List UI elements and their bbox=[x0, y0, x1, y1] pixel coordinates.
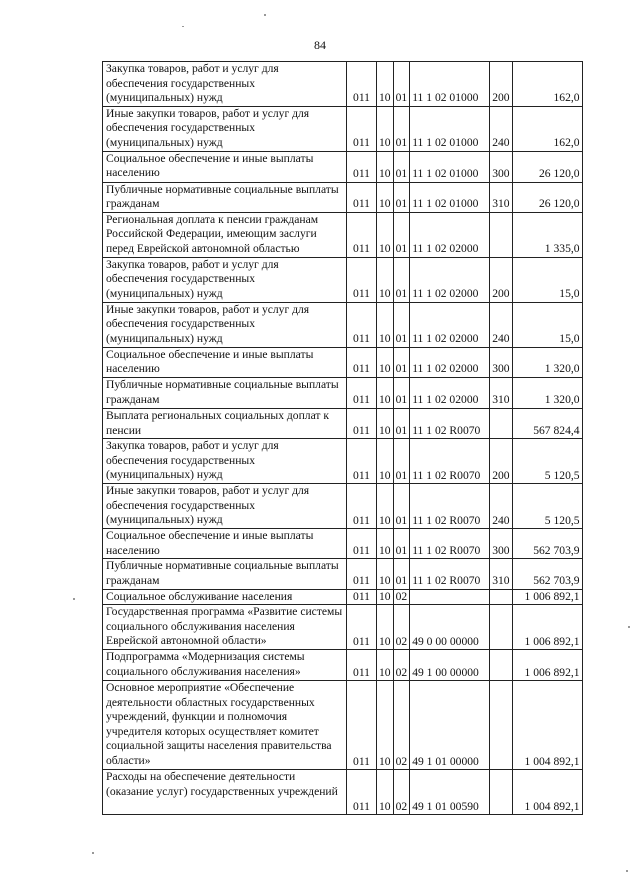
table-row bbox=[103, 257, 583, 302]
section-code: 10 bbox=[377, 439, 394, 484]
subsection-code: 01 bbox=[393, 182, 410, 212]
expense-type-code: 310 bbox=[490, 182, 512, 212]
amount: 26 120,0 bbox=[512, 151, 582, 182]
grbs-code: 011 bbox=[347, 770, 377, 815]
subsection-code: 02 bbox=[393, 681, 410, 770]
grbs-code: 011 bbox=[347, 559, 377, 589]
page-number: 84 bbox=[314, 38, 326, 52]
expense-type-code: 200 bbox=[490, 257, 512, 302]
row-name: Иные закупки товаров, работ и услуг для обеспечения государственных (муниципальных) нужд bbox=[103, 484, 347, 529]
grbs-code: 011 bbox=[347, 257, 377, 302]
table-row bbox=[103, 484, 583, 529]
target-article-code: 11 1 02 R0070 bbox=[410, 408, 490, 438]
subsection-code: 01 bbox=[393, 62, 410, 107]
row-name: Социальное обеспечение и иные выплаты населению bbox=[103, 529, 347, 559]
subsection-code: 01 bbox=[393, 529, 410, 559]
amount: 567 824,4 bbox=[512, 408, 582, 438]
expense-type-code bbox=[490, 605, 512, 650]
row-name: Социальное обслуживание населения bbox=[103, 589, 347, 605]
section-code: 10 bbox=[377, 770, 394, 815]
grbs-code: 011 bbox=[347, 529, 377, 559]
subsection-code: 01 bbox=[393, 257, 410, 302]
table-row bbox=[103, 559, 583, 589]
grbs-code: 011 bbox=[347, 212, 377, 257]
subsection-code: 01 bbox=[393, 212, 410, 257]
grbs-code: 011 bbox=[347, 439, 377, 484]
amount: 1 004 892,1 bbox=[512, 681, 582, 770]
grbs-code: 011 bbox=[347, 605, 377, 650]
row-name: Расходы на обеспечение деятельности (оказание услуг) государственных учреждений bbox=[103, 770, 347, 815]
subsection-code: 01 bbox=[393, 484, 410, 529]
target-article-code: 11 1 02 01000 bbox=[410, 182, 490, 212]
section-code: 10 bbox=[377, 484, 394, 529]
target-article-code: 11 1 02 R0070 bbox=[410, 439, 490, 484]
expense-type-code bbox=[490, 589, 512, 605]
expense-type-code: 240 bbox=[490, 106, 512, 151]
budget-table bbox=[102, 61, 583, 815]
scan-speck bbox=[264, 14, 266, 16]
subsection-code: 01 bbox=[393, 377, 410, 408]
target-article-code: 11 1 02 01000 bbox=[410, 62, 490, 107]
expense-type-code bbox=[490, 650, 512, 681]
amount: 15,0 bbox=[512, 257, 582, 302]
table-row bbox=[103, 377, 583, 408]
grbs-code: 011 bbox=[347, 302, 377, 347]
expense-type-code: 240 bbox=[490, 484, 512, 529]
grbs-code: 011 bbox=[347, 589, 377, 605]
grbs-code: 011 bbox=[347, 377, 377, 408]
section-code: 10 bbox=[377, 529, 394, 559]
row-name: Иные закупки товаров, работ и услуг для обеспечения государственных (муниципальных) нужд bbox=[103, 302, 347, 347]
amount: 1 006 892,1 bbox=[512, 589, 582, 605]
table-row bbox=[103, 605, 583, 650]
section-code: 10 bbox=[377, 408, 394, 438]
table-row bbox=[103, 589, 583, 605]
row-name: Публичные нормативные социальные выплаты гражданам bbox=[103, 377, 347, 408]
amount: 1 335,0 bbox=[512, 212, 582, 257]
target-article-code: 11 1 02 02000 bbox=[410, 257, 490, 302]
section-code: 10 bbox=[377, 106, 394, 151]
table-row bbox=[103, 151, 583, 182]
expense-type-code: 240 bbox=[490, 302, 512, 347]
amount: 5 120,5 bbox=[512, 439, 582, 484]
scan-speck bbox=[628, 626, 630, 628]
amount: 1 004 892,1 bbox=[512, 770, 582, 815]
row-name: Подпрограмма «Модернизация системы социального обслуживания населения» bbox=[103, 650, 347, 681]
subsection-code: 01 bbox=[393, 347, 410, 377]
table-row bbox=[103, 650, 583, 681]
expense-type-code bbox=[490, 408, 512, 438]
section-code: 10 bbox=[377, 681, 394, 770]
section-code: 10 bbox=[377, 151, 394, 182]
table-row bbox=[103, 212, 583, 257]
table-row bbox=[103, 681, 583, 770]
subsection-code: 02 bbox=[393, 605, 410, 650]
amount: 1 320,0 bbox=[512, 377, 582, 408]
table-row bbox=[103, 182, 583, 212]
section-code: 10 bbox=[377, 257, 394, 302]
expense-type-code: 300 bbox=[490, 529, 512, 559]
target-article-code: 49 1 01 00000 bbox=[410, 681, 490, 770]
subsection-code: 01 bbox=[393, 559, 410, 589]
table-row bbox=[103, 347, 583, 377]
section-code: 10 bbox=[377, 377, 394, 408]
scan-speck bbox=[626, 870, 628, 872]
target-article-code: 11 1 02 01000 bbox=[410, 151, 490, 182]
amount: 1 006 892,1 bbox=[512, 650, 582, 681]
target-article-code: 11 1 02 02000 bbox=[410, 377, 490, 408]
expense-type-code bbox=[490, 681, 512, 770]
grbs-code: 011 bbox=[347, 408, 377, 438]
expense-type-code: 300 bbox=[490, 347, 512, 377]
target-article-code: 11 1 02 02000 bbox=[410, 212, 490, 257]
grbs-code: 011 bbox=[347, 650, 377, 681]
grbs-code: 011 bbox=[347, 484, 377, 529]
row-name: Публичные нормативные социальные выплаты гражданам bbox=[103, 559, 347, 589]
amount: 562 703,9 bbox=[512, 529, 582, 559]
table-row bbox=[103, 408, 583, 438]
row-name: Закупка товаров, работ и услуг для обеспечения государственных (муниципальных) нужд bbox=[103, 257, 347, 302]
section-code: 10 bbox=[377, 605, 394, 650]
subsection-code: 01 bbox=[393, 408, 410, 438]
section-code: 10 bbox=[377, 62, 394, 107]
target-article-code: 11 1 02 R0070 bbox=[410, 559, 490, 589]
row-name: Социальное обеспечение и иные выплаты населению bbox=[103, 151, 347, 182]
target-article-code: 49 1 01 00590 bbox=[410, 770, 490, 815]
row-name: Основное мероприятие «Обеспечение деятельности областных государственных учреждений, функции и полномочия учредителя которых осуществляет комитет социальной защиты населения правительства области» bbox=[103, 681, 347, 770]
grbs-code: 011 bbox=[347, 182, 377, 212]
row-name: Закупка товаров, работ и услуг для обеспечения государственных (муниципальных) нужд bbox=[103, 439, 347, 484]
subsection-code: 01 bbox=[393, 439, 410, 484]
row-name: Закупка товаров, работ и услуг для обеспечения государственных (муниципальных) нужд bbox=[103, 62, 347, 107]
scan-speck bbox=[73, 598, 75, 600]
amount: 1 006 892,1 bbox=[512, 605, 582, 650]
section-code: 10 bbox=[377, 302, 394, 347]
section-code: 10 bbox=[377, 559, 394, 589]
section-code: 10 bbox=[377, 589, 394, 605]
subsection-code: 01 bbox=[393, 151, 410, 182]
subsection-code: 01 bbox=[393, 302, 410, 347]
target-article-code bbox=[410, 589, 490, 605]
table-row bbox=[103, 770, 583, 815]
target-article-code: 49 1 00 00000 bbox=[410, 650, 490, 681]
target-article-code: 11 1 02 02000 bbox=[410, 347, 490, 377]
amount: 162,0 bbox=[512, 106, 582, 151]
table-row bbox=[103, 529, 583, 559]
amount: 1 320,0 bbox=[512, 347, 582, 377]
expense-type-code: 310 bbox=[490, 559, 512, 589]
subsection-code: 02 bbox=[393, 650, 410, 681]
subsection-code: 02 bbox=[393, 770, 410, 815]
grbs-code: 011 bbox=[347, 151, 377, 182]
expense-type-code bbox=[490, 212, 512, 257]
section-code: 10 bbox=[377, 182, 394, 212]
row-name: Выплата региональных социальных доплат к пенсии bbox=[103, 408, 347, 438]
row-name: Региональная доплата к пенсии гражданам Российской Федерации, имеющим заслуги перед Еврейской автономной областью bbox=[103, 212, 347, 257]
row-name: Иные закупки товаров, работ и услуг для обеспечения государственных (муниципальных) нужд bbox=[103, 106, 347, 151]
grbs-code: 011 bbox=[347, 681, 377, 770]
amount: 15,0 bbox=[512, 302, 582, 347]
subsection-code: 02 bbox=[393, 589, 410, 605]
grbs-code: 011 bbox=[347, 62, 377, 107]
table-row bbox=[103, 302, 583, 347]
target-article-code: 49 0 00 00000 bbox=[410, 605, 490, 650]
expense-type-code bbox=[490, 770, 512, 815]
section-code: 10 bbox=[377, 650, 394, 681]
expense-type-code: 300 bbox=[490, 151, 512, 182]
row-name: Государственная программа «Развитие системы социального обслуживания населения Еврейской автономной области» bbox=[103, 605, 347, 650]
target-article-code: 11 1 02 02000 bbox=[410, 302, 490, 347]
expense-type-code: 200 bbox=[490, 62, 512, 107]
row-name: Публичные нормативные социальные выплаты гражданам bbox=[103, 182, 347, 212]
table-row bbox=[103, 62, 583, 107]
grbs-code: 011 bbox=[347, 106, 377, 151]
scan-speck bbox=[92, 852, 94, 854]
table-row bbox=[103, 439, 583, 484]
target-article-code: 11 1 02 R0070 bbox=[410, 484, 490, 529]
target-article-code: 11 1 02 01000 bbox=[410, 106, 490, 151]
subsection-code: 01 bbox=[393, 106, 410, 151]
row-name: Социальное обеспечение и иные выплаты населению bbox=[103, 347, 347, 377]
expense-type-code: 310 bbox=[490, 377, 512, 408]
amount: 5 120,5 bbox=[512, 484, 582, 529]
amount: 562 703,9 bbox=[512, 559, 582, 589]
section-code: 10 bbox=[377, 347, 394, 377]
scan-speck bbox=[182, 26, 184, 27]
amount: 26 120,0 bbox=[512, 182, 582, 212]
table-row bbox=[103, 106, 583, 151]
grbs-code: 011 bbox=[347, 347, 377, 377]
amount: 162,0 bbox=[512, 62, 582, 107]
expense-type-code: 200 bbox=[490, 439, 512, 484]
section-code: 10 bbox=[377, 212, 394, 257]
target-article-code: 11 1 02 R0070 bbox=[410, 529, 490, 559]
